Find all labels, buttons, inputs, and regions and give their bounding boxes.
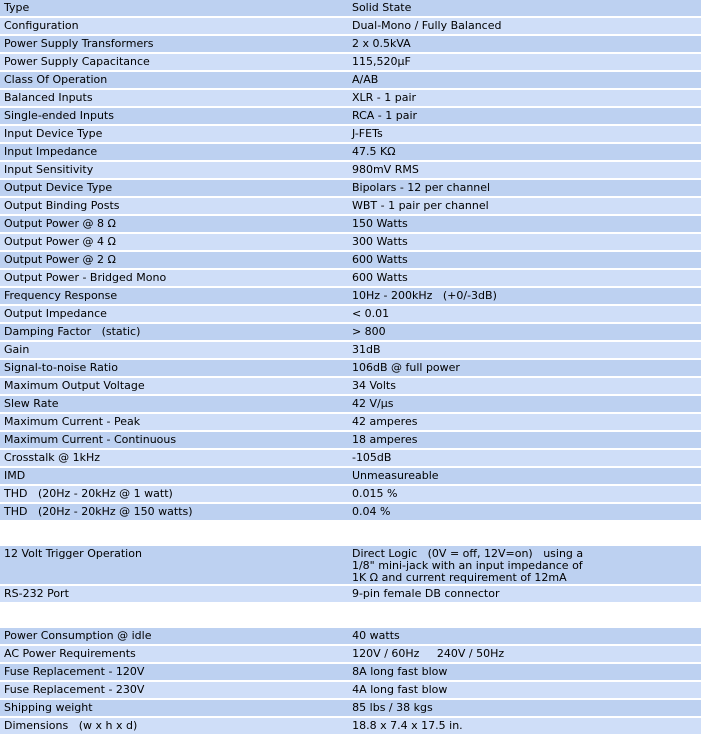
spec-value: 18.8 x 7.4 x 17.5 in.	[348, 718, 701, 736]
spec-row	[0, 252, 701, 270]
spec-value: 4A long fast blow	[348, 682, 701, 700]
spec-label: Output Impedance	[0, 306, 348, 324]
spec-row	[0, 700, 701, 718]
spec-value: XLR - 1 pair	[348, 90, 701, 108]
spec-label: RS-232 Port	[0, 586, 348, 604]
spec-value: 150 Watts	[348, 216, 701, 234]
spec-label: AC Power Requirements	[0, 646, 348, 664]
spec-label: Damping Factor (static)	[0, 324, 348, 342]
spec-label: Output Device Type	[0, 180, 348, 198]
spec-value: 120V / 60Hz 240V / 50Hz	[348, 646, 701, 664]
spec-value: 2 x 0.5kVA	[348, 36, 701, 54]
spec-label: Configuration	[0, 18, 348, 36]
spec-row	[0, 324, 701, 342]
spec-label: Single-ended Inputs	[0, 108, 348, 126]
spec-value: Direct Logic (0V = off, 12V=on) using a 1/8" mini-jack with an input impedance of 1K Ω and current requirement of 12mA	[348, 546, 701, 586]
spec-label: Crosstalk @ 1kHz	[0, 450, 348, 468]
spec-row	[0, 432, 701, 450]
spec-row	[0, 718, 701, 736]
spec-label: Input Impedance	[0, 144, 348, 162]
spec-row	[0, 396, 701, 414]
spec-row	[0, 288, 701, 306]
spec-value: 8A long fast blow	[348, 664, 701, 682]
spec-value: 31dB	[348, 342, 701, 360]
spec-row	[0, 586, 701, 604]
spec-value: Solid State	[348, 0, 701, 18]
spec-label: Output Binding Posts	[0, 198, 348, 216]
spec-label: Class Of Operation	[0, 72, 348, 90]
spec-label: IMD	[0, 468, 348, 486]
spec-label: 12 Volt Trigger Operation	[0, 546, 348, 586]
spec-value: 0.015 %	[348, 486, 701, 504]
spec-row	[0, 664, 701, 682]
spec-row	[0, 270, 701, 288]
spec-value: 0.04 %	[348, 504, 701, 522]
spec-value: Dual-Mono / Fully Balanced	[348, 18, 701, 36]
spec-row	[0, 546, 701, 586]
spec-value: WBT - 1 pair per channel	[348, 198, 701, 216]
spec-label: Power Consumption @ idle	[0, 628, 348, 646]
spec-value: 47.5 KΩ	[348, 144, 701, 162]
spec-value: 42 V/µs	[348, 396, 701, 414]
spec-row	[0, 414, 701, 432]
spec-value: 300 Watts	[348, 234, 701, 252]
spec-value: 18 amperes	[348, 432, 701, 450]
spec-table-power	[0, 628, 701, 736]
spec-value: 40 watts	[348, 628, 701, 646]
spec-row	[0, 504, 701, 522]
spec-row	[0, 162, 701, 180]
spec-label: Power Supply Capacitance	[0, 54, 348, 72]
spec-row	[0, 682, 701, 700]
spec-label: Maximum Current - Peak	[0, 414, 348, 432]
spec-label: Input Sensitivity	[0, 162, 348, 180]
spec-row	[0, 486, 701, 504]
spec-value: 980mV RMS	[348, 162, 701, 180]
spec-label: Input Device Type	[0, 126, 348, 144]
spec-row	[0, 306, 701, 324]
spec-row	[0, 126, 701, 144]
spec-value: 115,520µF	[348, 54, 701, 72]
spec-label: Dimensions (w x h x d)	[0, 718, 348, 736]
spec-label: Fuse Replacement - 230V	[0, 682, 348, 700]
spec-label: Shipping weight	[0, 700, 348, 718]
spec-label: Gain	[0, 342, 348, 360]
spec-row	[0, 342, 701, 360]
spec-row	[0, 0, 701, 18]
spec-label: THD (20Hz - 20kHz @ 150 watts)	[0, 504, 348, 522]
spec-value: 85 lbs / 38 kgs	[348, 700, 701, 718]
spec-value: Unmeasureable	[348, 468, 701, 486]
spec-value: 42 amperes	[348, 414, 701, 432]
spec-row	[0, 144, 701, 162]
spec-row	[0, 90, 701, 108]
spec-value: 34 Volts	[348, 378, 701, 396]
spec-value: A/AB	[348, 72, 701, 90]
spec-table-control	[0, 546, 701, 604]
spec-row	[0, 198, 701, 216]
spec-row	[0, 378, 701, 396]
spec-row	[0, 468, 701, 486]
spec-label: THD (20Hz - 20kHz @ 1 watt)	[0, 486, 348, 504]
spec-label: Output Power - Bridged Mono	[0, 270, 348, 288]
spec-value: -105dB	[348, 450, 701, 468]
spec-label: Slew Rate	[0, 396, 348, 414]
spec-label: Fuse Replacement - 120V	[0, 664, 348, 682]
spec-value: 106dB @ full power	[348, 360, 701, 378]
spec-value: Bipolars - 12 per channel	[348, 180, 701, 198]
spec-row	[0, 72, 701, 90]
spec-row	[0, 360, 701, 378]
spec-value: > 800	[348, 324, 701, 342]
section-gap	[0, 522, 701, 546]
spec-label: Maximum Current - Continuous	[0, 432, 348, 450]
spec-row	[0, 18, 701, 36]
spec-label: Type	[0, 0, 348, 18]
spec-value: J-FETs	[348, 126, 701, 144]
section-gap	[0, 604, 701, 628]
spec-value: < 0.01	[348, 306, 701, 324]
spec-value: RCA - 1 pair	[348, 108, 701, 126]
spec-label: Balanced Inputs	[0, 90, 348, 108]
spec-label: Frequency Response	[0, 288, 348, 306]
spec-value: 9-pin female DB connector	[348, 586, 701, 604]
spec-row	[0, 180, 701, 198]
spec-row	[0, 54, 701, 72]
spec-label: Power Supply Transformers	[0, 36, 348, 54]
spec-row	[0, 646, 701, 664]
spec-row	[0, 36, 701, 54]
spec-label: Output Power @ 8 Ω	[0, 216, 348, 234]
spec-label: Output Power @ 4 Ω	[0, 234, 348, 252]
spec-label: Maximum Output Voltage	[0, 378, 348, 396]
spec-row	[0, 234, 701, 252]
spec-row	[0, 450, 701, 468]
spec-label: Signal-to-noise Ratio	[0, 360, 348, 378]
spec-row	[0, 216, 701, 234]
spec-value: 600 Watts	[348, 270, 701, 288]
spec-label: Output Power @ 2 Ω	[0, 252, 348, 270]
spec-row	[0, 108, 701, 126]
spec-value: 600 Watts	[348, 252, 701, 270]
spec-value: 10Hz - 200kHz (+0/-3dB)	[348, 288, 701, 306]
spec-row	[0, 628, 701, 646]
